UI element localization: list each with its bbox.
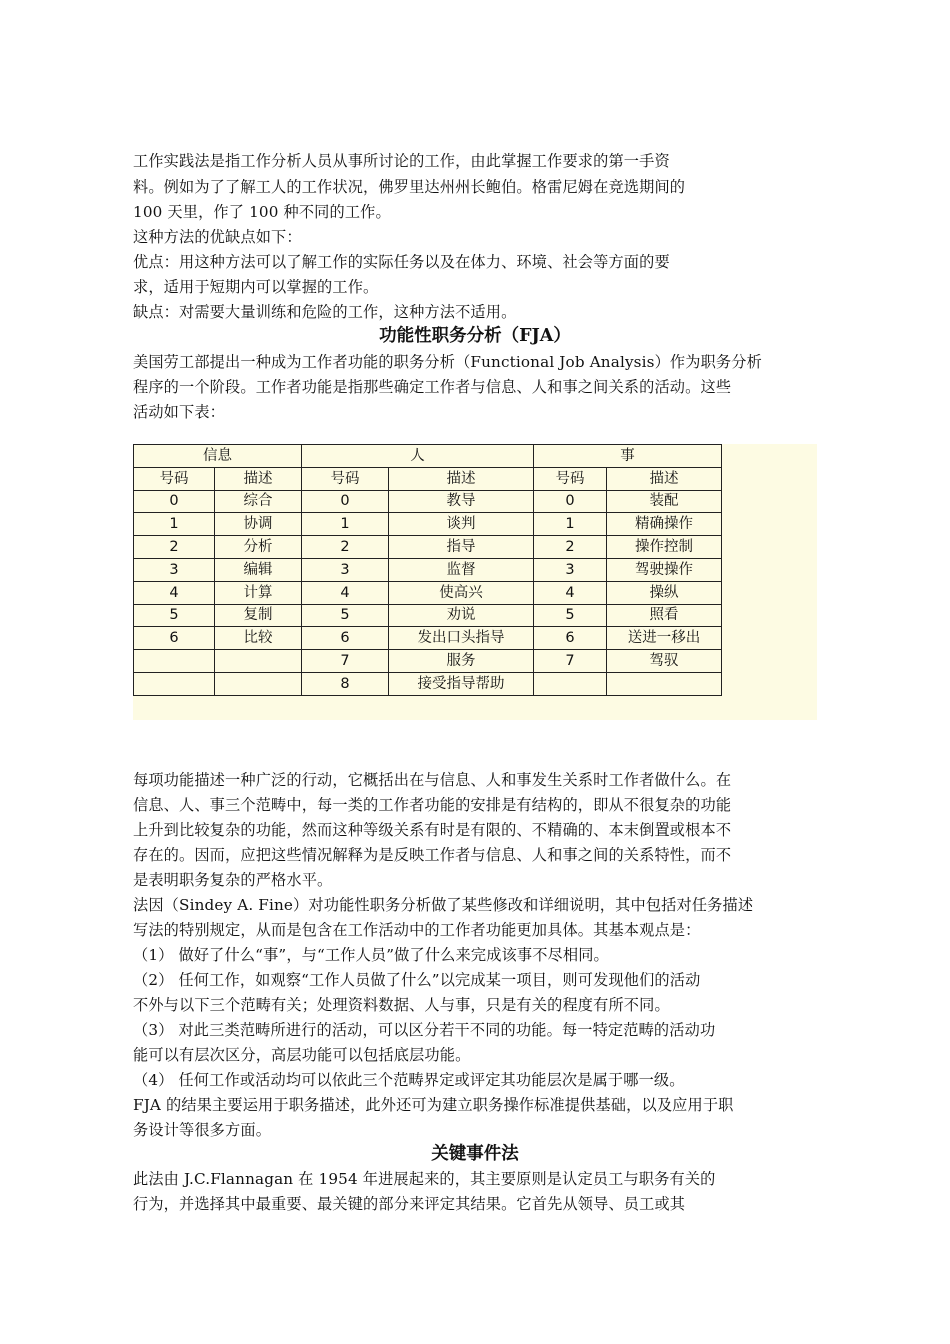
table-cell: 照看 xyxy=(607,604,722,627)
group-header-people: 人 xyxy=(302,445,534,468)
table-cell: 谈判 xyxy=(389,513,534,536)
list-item: （1） 做好了什么“事”，与“工作人员”做了什么来完成该事不尽相同。 xyxy=(133,946,609,964)
text-line: 此法由 J.C.Flannagan 在 1954 年进展起来的，其主要原则是认定员工与职务有关的 xyxy=(133,1170,716,1188)
table-row xyxy=(134,513,722,536)
text-line: 不外与以下三个范畴有关；处理资料数据、人与事，只是有关的程度有所不同。 xyxy=(133,996,670,1014)
text-line: FJA 的结果主要运用于职务描述，此外还可为建立职务操作标准提供基础，以及应用于职 xyxy=(133,1096,734,1114)
text-line: 是表明职务复杂的严格水平。 xyxy=(133,871,333,889)
text-line: 每项功能描述一种广泛的行动，它概括出在与信息、人和事发生关系时工作者做什么。在 xyxy=(133,771,732,789)
text-line: 求，适用于短期内可以掌握的工作。 xyxy=(133,278,379,296)
table-cell: 比较 xyxy=(215,627,302,650)
text-line: 美国劳工部提出一种成为工作者功能的职务分析（Functional Job Analysis）作为职务分析 xyxy=(133,353,762,371)
table-row xyxy=(134,672,722,695)
subheader-cell: 号码 xyxy=(302,467,389,490)
table-cell: 5 xyxy=(534,604,607,627)
text-line: 信息、人、事三个范畴中，每一类的工作者功能的安排是有结构的，即从不很复杂的功能 xyxy=(133,796,732,814)
list-item: （4） 任何工作或活动均可以依此三个范畴界定或评定其功能层次是属于哪一级。 xyxy=(133,1071,685,1089)
fja-table xyxy=(133,444,722,696)
table-cell: 4 xyxy=(302,581,389,604)
table-cell xyxy=(534,672,607,695)
subheader-cell: 描述 xyxy=(215,467,302,490)
table-cell: 7 xyxy=(302,650,389,673)
table-cell: 分析 xyxy=(215,536,302,559)
subheader-cell: 号码 xyxy=(534,467,607,490)
text-line: 上升到比较复杂的功能，然而这种等级关系有时是有限的、不精确的、本末倒置或根本不 xyxy=(133,821,732,839)
table-cell: 装配 xyxy=(607,490,722,513)
text-line: 行为，并选择其中最重要、最关键的部分来评定其结果。它首先从领导、员工或其 xyxy=(133,1195,686,1213)
text-line: 务设计等很多方面。 xyxy=(133,1121,272,1139)
table-row xyxy=(134,581,722,604)
table-cell: 3 xyxy=(134,558,215,581)
table-row xyxy=(134,558,722,581)
table-cell: 使高兴 xyxy=(389,581,534,604)
table-row xyxy=(134,650,722,673)
table-cell: 指导 xyxy=(389,536,534,559)
table-cell: 精确操作 xyxy=(607,513,722,536)
table-cell: 3 xyxy=(302,558,389,581)
table-cell: 服务 xyxy=(389,650,534,673)
table-row xyxy=(134,536,722,559)
text-line: 优点：用这种方法可以了解工作的实际任务以及在体力、环境、社会等方面的要 xyxy=(133,253,670,271)
table-cell: 计算 xyxy=(215,581,302,604)
table-cell: 接受指导帮助 xyxy=(389,672,534,695)
table-cell: 编辑 xyxy=(215,558,302,581)
table-cell: 6 xyxy=(302,627,389,650)
table-cell: 3 xyxy=(534,558,607,581)
table-cell: 2 xyxy=(134,536,215,559)
text-line: 100 天里，作了 100 种不同的工作。 xyxy=(133,203,391,221)
table-cell: 0 xyxy=(534,490,607,513)
table-cell: 0 xyxy=(134,490,215,513)
table-cell xyxy=(215,672,302,695)
group-header-things: 事 xyxy=(534,445,722,468)
subheader-cell: 描述 xyxy=(607,467,722,490)
table-cell: 送进一移出 xyxy=(607,627,722,650)
text-line: 程序的一个阶段。工作者功能是指那些确定工作者与信息、人和事之间关系的活动。这些 xyxy=(133,378,732,396)
table-cell: 发出口头指导 xyxy=(389,627,534,650)
table-cell: 1 xyxy=(134,513,215,536)
table-cell: 监督 xyxy=(389,558,534,581)
text-line: 这种方法的优缺点如下： xyxy=(133,228,302,246)
table-cell: 教导 xyxy=(389,490,534,513)
table-cell xyxy=(607,672,722,695)
text-line: 工作实践法是指工作分析人员从事所讨论的工作，由此掌握工作要求的第一手资 xyxy=(133,152,670,170)
text-line: 缺点：对需要大量训练和危险的工作，这种方法不适用。 xyxy=(133,303,517,321)
table-cell: 复制 xyxy=(215,604,302,627)
text-line: 法因（Sindey A. Fine）对功能性职务分析做了某些修改和详细说明，其中包括对任务描述 xyxy=(133,896,754,914)
list-item: （3） 对此三类范畴所进行的活动，可以区分若干不同的功能。每一特定范畴的活动功 xyxy=(133,1021,716,1039)
table-row xyxy=(134,627,722,650)
table-cell: 4 xyxy=(534,581,607,604)
subheader-cell: 号码 xyxy=(134,467,215,490)
table-cell: 5 xyxy=(302,604,389,627)
table-cell: 1 xyxy=(534,513,607,536)
table-row xyxy=(134,604,722,627)
table-cell: 7 xyxy=(534,650,607,673)
section-heading-critical-incident: 关键事件法 xyxy=(431,1144,519,1164)
table-cell: 2 xyxy=(302,536,389,559)
table-cell: 驾驶操作 xyxy=(607,558,722,581)
table-cell xyxy=(134,650,215,673)
table-cell: 综合 xyxy=(215,490,302,513)
section-heading-fja: 功能性职务分析（FJA） xyxy=(379,326,571,346)
table-group-header-row xyxy=(134,445,722,468)
table-cell: 6 xyxy=(134,627,215,650)
table-cell: 2 xyxy=(534,536,607,559)
text-line: 能可以有层次区分，高层功能可以包括底层功能。 xyxy=(133,1046,471,1064)
table-cell: 操作控制 xyxy=(607,536,722,559)
table-cell: 5 xyxy=(134,604,215,627)
table-cell: 1 xyxy=(302,513,389,536)
text-line: 写法的特别规定，从而是包含在工作活动中的工作者功能更加具体。其基本观点是： xyxy=(133,921,701,939)
text-line: 活动如下表： xyxy=(133,403,226,421)
text-line: 存在的。因而，应把这些情况解释为是反映工作者与信息、人和事之间的关系特性，而不 xyxy=(133,846,732,864)
table-subheader-row xyxy=(134,467,722,490)
table-cell: 协调 xyxy=(215,513,302,536)
table-cell: 6 xyxy=(534,627,607,650)
table-cell: 8 xyxy=(302,672,389,695)
table-cell: 劝说 xyxy=(389,604,534,627)
table-cell xyxy=(215,650,302,673)
table-cell: 0 xyxy=(302,490,389,513)
table-cell: 操纵 xyxy=(607,581,722,604)
table-cell xyxy=(134,672,215,695)
list-item: （2） 任何工作，如观察“工作人员做了什么”以完成某一项目，则可发现他们的活动 xyxy=(133,971,701,989)
table-cell: 驾驭 xyxy=(607,650,722,673)
table-row xyxy=(134,490,722,513)
group-header-info: 信息 xyxy=(134,445,302,468)
text-line: 料。例如为了了解工人的工作状况，佛罗里达州州长鲍伯。格雷尼姆在竞选期间的 xyxy=(133,178,686,196)
table-cell: 4 xyxy=(134,581,215,604)
subheader-cell: 描述 xyxy=(389,467,534,490)
